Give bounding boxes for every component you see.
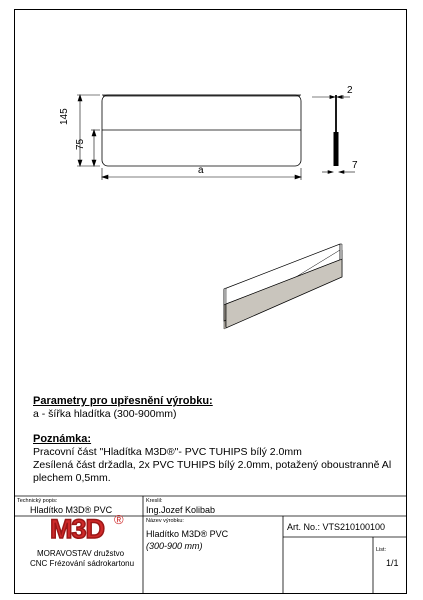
drawn-by-value: Ing.Jozef Kolibab xyxy=(146,505,216,515)
logo-registered: ® xyxy=(114,512,124,527)
dim-75-label: 75 xyxy=(75,138,86,150)
isometric-view xyxy=(224,244,342,329)
dim-75 xyxy=(91,130,100,166)
blade-outline xyxy=(102,95,301,166)
tech-desc-value: Hladítko M3D® PVC xyxy=(30,505,113,515)
drawn-by-label: Kreslil: xyxy=(146,498,163,504)
notes-line-1: Pracovní část "Hladítka M3D®"- PVC TUHIPS bílý 2.0mm xyxy=(33,446,302,458)
dim-145-label: 145 xyxy=(59,108,70,125)
product-name-label: Název výrobku: xyxy=(146,518,184,524)
company-service: CNC Frézování sádrokartonu xyxy=(30,559,135,568)
logo-text: M3D xyxy=(50,514,105,544)
params-line: a - šířka hladítka (300-900mm) xyxy=(33,408,177,420)
notes-line-2: Zesílená část držadla, 2x PVC TUHIPS bílý 2.0mm, potažený oboustranně Al xyxy=(33,459,392,471)
product-name-value: Hladítko M3D® PVC xyxy=(146,529,229,539)
tech-desc-label: Technický popis: xyxy=(17,498,58,504)
article-number: Art. No.: VTS210100100 xyxy=(287,522,386,532)
dim-145 xyxy=(77,95,100,166)
side-view xyxy=(312,95,355,174)
params-heading: Parametry pro upřesnění výrobku: xyxy=(33,395,213,407)
sheet-label: List: xyxy=(376,547,387,553)
notes-line-3: plechem 0,5mm. xyxy=(33,472,111,484)
dim-a-label: a xyxy=(198,165,204,176)
dim-7-label: 7 xyxy=(352,160,358,171)
front-view xyxy=(102,95,301,166)
notes-heading: Poznámka: xyxy=(33,433,92,445)
product-range: (300-900 mm) xyxy=(146,541,203,551)
company-name: MORAVOSTAV družstvo xyxy=(37,549,125,558)
sheet-value: 1/1 xyxy=(386,558,399,568)
dim-2-label: 2 xyxy=(347,85,353,96)
